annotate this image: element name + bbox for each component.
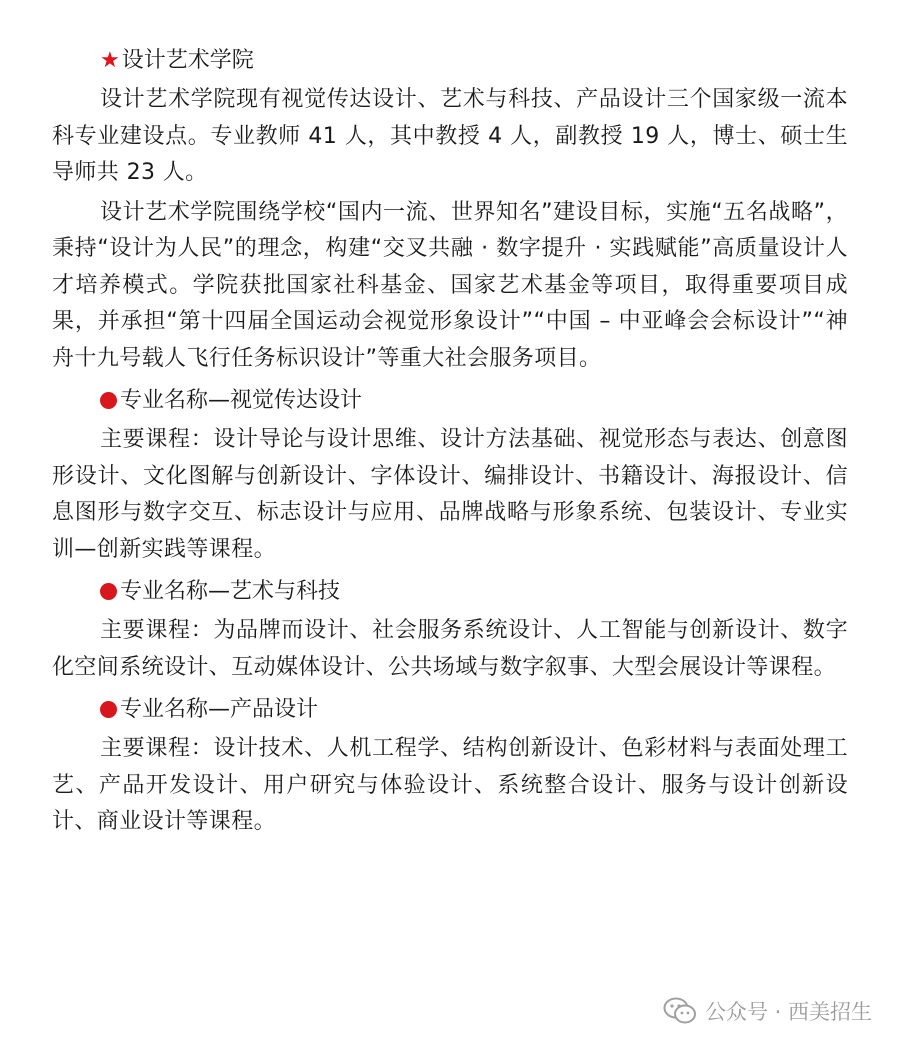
major-section-visual-communication [52,380,848,568]
wechat-watermark [663,996,872,1026]
red-bullet-icon [100,583,117,600]
red-bullet-icon [100,392,117,409]
star-icon: ★ [100,48,120,73]
major-section-art-technology [52,571,848,686]
major-courses: 主要课程：设计导论与设计思维、设计方法基础、视觉形态与表达、创意图形设计、文化图解与创新设计、字体设计、编排设计、书籍设计、海报设计、信息图形与数字交互、标志设计与应用、品牌战略与形象系统、包装设计、专业实训—创新实践等课程。 [52,427,848,562]
wechat-icon [663,997,697,1025]
major-section-product-design [52,689,848,841]
college-heading [52,40,848,82]
major-title: 专业名称—视觉传达设计 [120,388,363,413]
college-intro-paragraph: 设计艺术学院现有视觉传达设计、艺术与科技、产品设计三个国家级一流本科专业建设点。专业教师 41 人，其中教授 4 人，副教授 19 人，博士、硕士生导师共 23 人。 [52,87,848,185]
college-title: 设计艺术学院 [121,48,254,73]
major-heading [52,380,848,422]
major-title: 专业名称—艺术与科技 [120,579,341,604]
college-strategy-paragraph: 设计艺术学院围绕学校“国内一流、世界知名”建设目标，实施“五名战略”，秉持“设计为人民”的理念，构建“交叉共融 · 数字提升 · 实践赋能”高质量设计人才培养模式。学院获批国家社科基金、国家艺术基金等项目，取得重要项目成果，并承担“第十四届全国运动会视觉形象设计”“中国 – 中亚峰会会标设计”“神舟十九号载人飞行任务标识设计”等重大社会服务项目。 [52,199,848,371]
major-heading [52,571,848,613]
major-heading [52,689,848,731]
document-page [52,40,848,844]
major-courses: 主要课程：为品牌而设计、社会服务系统设计、人工智能与创新设计、数字化空间系统设计、互动媒体设计、公共场域与数字叙事、大型会展设计等课程。 [52,618,848,680]
major-courses: 主要课程：设计技术、人机工程学、结构创新设计、色彩材料与表面处理工艺、产品开发设计、用户研究与体验设计、系统整合设计、服务与设计创新设计、商业设计等课程。 [52,736,848,834]
watermark-text: 公众号 · 西美招生 [704,1000,872,1024]
major-title: 专业名称—产品设计 [120,697,319,722]
red-bullet-icon [100,701,117,718]
